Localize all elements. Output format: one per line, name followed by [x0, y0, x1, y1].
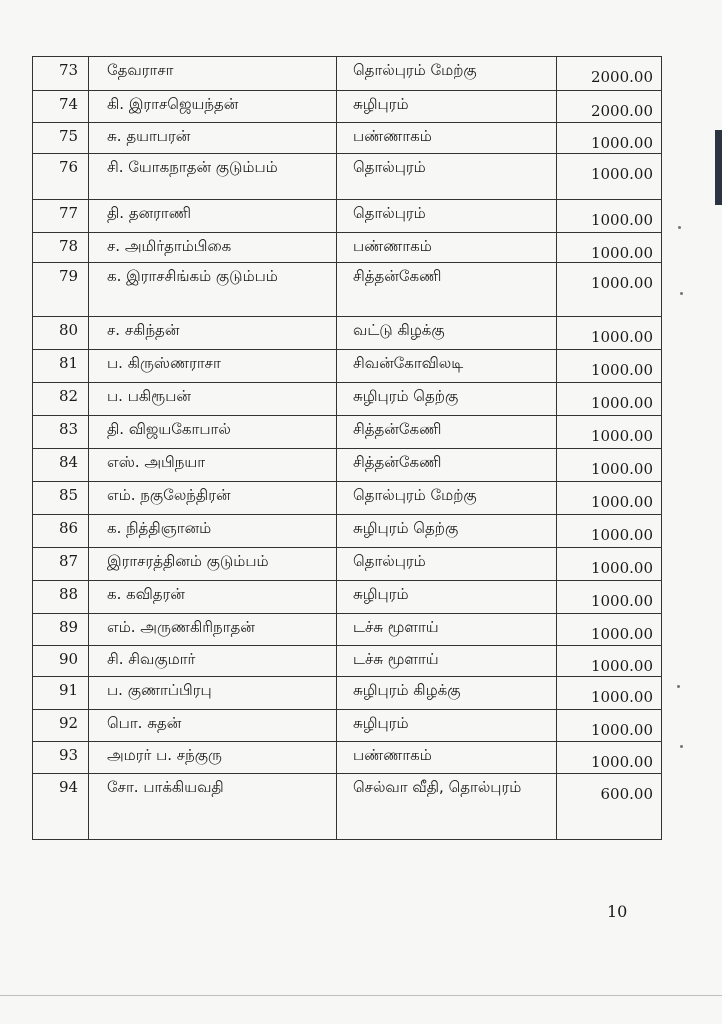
donor-place: சித்தன்கேணி: [353, 420, 442, 438]
donation-amount-cell: [556, 415, 662, 448]
donation-amount-cell: [556, 709, 662, 741]
donation-amount: 1000.00: [590, 559, 653, 577]
donor-name: தேவராசா: [107, 61, 174, 79]
donor-place-cell: [336, 415, 556, 448]
donor-name: எம். அருணகிரிநாதன்: [107, 618, 255, 636]
scan-edge-mark: [715, 130, 722, 205]
donor-place-cell: [336, 448, 556, 481]
table-row: [30, 199, 662, 232]
donor-name-cell: [88, 153, 336, 199]
row-number: 74: [59, 95, 79, 113]
donor-place-cell: [336, 481, 556, 514]
donation-amount: 1000.00: [590, 625, 653, 643]
donor-name: அமரர் ப. சந்குரு: [107, 746, 222, 764]
table-bottom-border: [32, 839, 662, 840]
row-number: 93: [59, 746, 79, 764]
donation-amount-cell: [556, 514, 662, 547]
row-number: 81: [59, 354, 79, 372]
donor-name: எஸ். அபிநயா: [107, 453, 206, 471]
row-number: 92: [59, 714, 79, 732]
donor-name: தி. தனராணி: [107, 204, 192, 222]
row-number-cell: [32, 56, 88, 90]
donor-place-cell: [336, 741, 556, 773]
donor-place: பண்ணாகம்: [353, 127, 432, 145]
donation-amount: 1000.00: [590, 657, 653, 675]
donor-name-cell: [88, 709, 336, 741]
donor-name: சி. சிவகுமார்: [107, 650, 196, 668]
row-number: 77: [59, 204, 79, 222]
donation-amount: 1000.00: [590, 688, 653, 706]
donor-name-cell: [88, 316, 336, 349]
donor-place: சித்தன்கேணி: [353, 453, 442, 471]
donor-name: தி. விஜயகோபால்: [107, 420, 231, 438]
row-number-cell: [32, 773, 88, 839]
donor-name-cell: [88, 547, 336, 580]
row-number: 91: [59, 681, 79, 699]
donation-amount-cell: [556, 645, 662, 676]
donor-place: சுழிபுரம்: [353, 714, 409, 732]
row-number-cell: [32, 613, 88, 645]
donation-amount-cell: [556, 316, 662, 349]
donation-amount-cell: [556, 262, 662, 316]
donor-name: ப. குணாப்பிரபு: [107, 681, 212, 699]
donor-place: பண்ணாகம்: [353, 237, 432, 255]
donation-amount-cell: [556, 349, 662, 382]
table-row: [30, 547, 662, 580]
row-number: 85: [59, 486, 79, 504]
donation-amount-cell: [556, 382, 662, 415]
donor-name-cell: [88, 199, 336, 232]
row-number-cell: [32, 153, 88, 199]
donor-name-cell: [88, 676, 336, 709]
donation-amount-cell: [556, 122, 662, 153]
donor-place: சிவன்கோவிலடி: [353, 354, 464, 372]
donation-amount: 1000.00: [590, 753, 653, 771]
donor-name-cell: [88, 382, 336, 415]
donor-place-cell: [336, 382, 556, 415]
table-row: [30, 153, 662, 199]
scan-speck: [680, 292, 683, 295]
donation-amount: 1000.00: [590, 526, 653, 544]
donor-place-cell: [336, 645, 556, 676]
donor-name: க. இராசசிங்கம் குடும்பம்: [107, 267, 278, 285]
row-number: 80: [59, 321, 79, 339]
table-row: [30, 514, 662, 547]
donation-amount-cell: [556, 448, 662, 481]
row-number: 89: [59, 618, 79, 636]
row-number-cell: [32, 415, 88, 448]
table-row: [30, 580, 662, 613]
donor-name-cell: [88, 262, 336, 316]
donor-place-cell: [336, 349, 556, 382]
row-number: 84: [59, 453, 79, 471]
row-number-cell: [32, 199, 88, 232]
donor-place-cell: [336, 153, 556, 199]
row-number-cell: [32, 741, 88, 773]
donor-place-cell: [336, 122, 556, 153]
donation-amount-cell: [556, 613, 662, 645]
table-row: [30, 645, 662, 676]
donor-name: சி. யோகநாதன் குடும்பம்: [107, 158, 278, 176]
donor-name-cell: [88, 741, 336, 773]
table-row: [30, 481, 662, 514]
donation-amount: 1000.00: [590, 361, 653, 379]
donation-amount: 1000.00: [590, 165, 653, 183]
donation-amount-cell: [556, 56, 662, 90]
row-number: 83: [59, 420, 79, 438]
row-number-cell: [32, 349, 88, 382]
donor-place: சித்தன்கேணி: [353, 267, 442, 285]
donor-place-cell: [336, 514, 556, 547]
donor-name-cell: [88, 448, 336, 481]
donor-place: சுழிபுரம்: [353, 95, 409, 113]
donor-name: ப. பகிரூபன்: [107, 387, 191, 405]
scan-speck: [678, 226, 681, 229]
donor-name-cell: [88, 56, 336, 90]
donor-name-cell: [88, 90, 336, 122]
donor-place-cell: [336, 613, 556, 645]
donor-name: க. கவிதரன்: [107, 585, 185, 603]
donation-amount: 600.00: [600, 785, 653, 803]
donor-name-cell: [88, 415, 336, 448]
table-row: [30, 232, 662, 262]
table-row: [30, 613, 662, 645]
table-row: [30, 382, 662, 415]
donor-name-cell: [88, 349, 336, 382]
donation-amount: 1000.00: [590, 328, 653, 346]
donor-name: க. நித்திஞானம்: [107, 519, 212, 537]
donation-amount: 1000.00: [590, 427, 653, 445]
donor-name: கி. இராசஜெயந்தன்: [107, 95, 239, 113]
table-row: [30, 741, 662, 773]
row-number-cell: [32, 90, 88, 122]
table-row: [30, 122, 662, 153]
donation-amount: 2000.00: [590, 102, 653, 120]
row-number: 78: [59, 237, 79, 255]
donor-name-cell: [88, 122, 336, 153]
page-number: 10: [607, 902, 628, 921]
table-row: [30, 773, 662, 839]
donor-place-cell: [336, 199, 556, 232]
donor-name: ச. சகிந்தன்: [107, 321, 180, 339]
donation-amount-cell: [556, 547, 662, 580]
donor-name: இராசரத்தினம் குடும்பம்: [107, 552, 269, 570]
table-row: [30, 415, 662, 448]
row-number: 90: [59, 650, 79, 668]
table-row: [30, 90, 662, 122]
donor-place: சுழிபுரம் தெற்கு: [353, 387, 459, 405]
table-row: [30, 262, 662, 316]
donor-name-cell: [88, 514, 336, 547]
row-number: 86: [59, 519, 79, 537]
donor-place: தொல்புரம் மேற்கு: [353, 61, 477, 79]
donation-amount: 1000.00: [590, 493, 653, 511]
row-number-cell: [32, 645, 88, 676]
donor-name: பொ. சுதன்: [107, 714, 182, 732]
donation-amount: 1000.00: [590, 211, 653, 229]
donor-place: தொல்புரம் மேற்கு: [353, 486, 477, 504]
row-number-cell: [32, 514, 88, 547]
scan-speck: [680, 745, 683, 748]
donation-amount-cell: [556, 481, 662, 514]
donor-place: பண்ணாகம்: [353, 746, 432, 764]
donation-amount-cell: [556, 90, 662, 122]
donor-name: ச. அமிர்தாம்பிகை: [107, 237, 232, 255]
donor-place: வட்டு கிழக்கு: [353, 321, 445, 339]
donor-name-cell: [88, 481, 336, 514]
table-row: [30, 676, 662, 709]
row-number: 88: [59, 585, 79, 603]
donor-place-cell: [336, 547, 556, 580]
donor-name-cell: [88, 613, 336, 645]
row-number-cell: [32, 382, 88, 415]
table-row: [30, 56, 662, 90]
row-number: 82: [59, 387, 79, 405]
donation-table: [30, 56, 662, 876]
donor-name-cell: [88, 645, 336, 676]
row-number-cell: [32, 580, 88, 613]
donor-place-cell: [336, 316, 556, 349]
donor-name-cell: [88, 580, 336, 613]
donation-amount: 1000.00: [590, 274, 653, 292]
donation-amount: 1000.00: [590, 394, 653, 412]
donor-place-cell: [336, 773, 556, 839]
table-row: [30, 709, 662, 741]
donation-amount: 1000.00: [590, 721, 653, 739]
donation-amount: 1000.00: [590, 244, 653, 262]
donor-place-cell: [336, 56, 556, 90]
donor-name-cell: [88, 773, 336, 839]
row-number: 75: [59, 127, 79, 145]
donor-place: தொல்புரம்: [353, 158, 426, 176]
donation-amount: 1000.00: [590, 134, 653, 152]
donor-place: சுழிபுரம்: [353, 585, 409, 603]
row-number: 94: [59, 778, 79, 796]
donor-place: டச்சு மூளாய்: [353, 618, 439, 636]
donor-place-cell: [336, 232, 556, 262]
row-number-cell: [32, 709, 88, 741]
donor-place-cell: [336, 580, 556, 613]
donor-place: செல்வா வீதி, தொல்புரம்: [353, 778, 522, 796]
donor-place-cell: [336, 262, 556, 316]
donor-place: தொல்புரம்: [353, 204, 426, 222]
donor-place-cell: [336, 676, 556, 709]
row-number: 73: [59, 61, 79, 79]
page-bottom-rule: [0, 995, 722, 996]
scan-speck: [677, 685, 680, 688]
table-row: [30, 349, 662, 382]
donation-amount-cell: [556, 153, 662, 199]
donor-place: டச்சு மூளாய்: [353, 650, 439, 668]
row-number: 79: [59, 267, 79, 285]
donor-place: சுழிபுரம் தெற்கு: [353, 519, 459, 537]
donation-amount: 1000.00: [590, 460, 653, 478]
donor-name-cell: [88, 232, 336, 262]
donation-amount-cell: [556, 232, 662, 262]
row-number-cell: [32, 122, 88, 153]
row-number-cell: [32, 547, 88, 580]
donor-place: தொல்புரம்: [353, 552, 426, 570]
donation-amount-cell: [556, 773, 662, 839]
row-number-cell: [32, 481, 88, 514]
row-number: 87: [59, 552, 79, 570]
table-row: [30, 316, 662, 349]
donation-amount-cell: [556, 676, 662, 709]
row-number-cell: [32, 232, 88, 262]
row-number-cell: [32, 448, 88, 481]
donation-amount-cell: [556, 199, 662, 232]
donation-amount: 2000.00: [590, 68, 653, 86]
row-number-cell: [32, 316, 88, 349]
donor-name: சோ. பாக்கியவதி: [107, 778, 224, 796]
donor-name: எம். நகுலேந்திரன்: [107, 486, 231, 504]
row-number: 76: [59, 158, 79, 176]
donor-place-cell: [336, 90, 556, 122]
donor-place-cell: [336, 709, 556, 741]
row-number-cell: [32, 676, 88, 709]
donor-place: சுழிபுரம் கிழக்கு: [353, 681, 461, 699]
donation-amount-cell: [556, 580, 662, 613]
donor-name: சு. தயாபரன்: [107, 127, 191, 145]
donation-amount: 1000.00: [590, 592, 653, 610]
table-row: [30, 448, 662, 481]
row-number-cell: [32, 262, 88, 316]
donation-amount-cell: [556, 741, 662, 773]
donor-name: ப. கிருஸ்ணராசா: [107, 354, 221, 372]
